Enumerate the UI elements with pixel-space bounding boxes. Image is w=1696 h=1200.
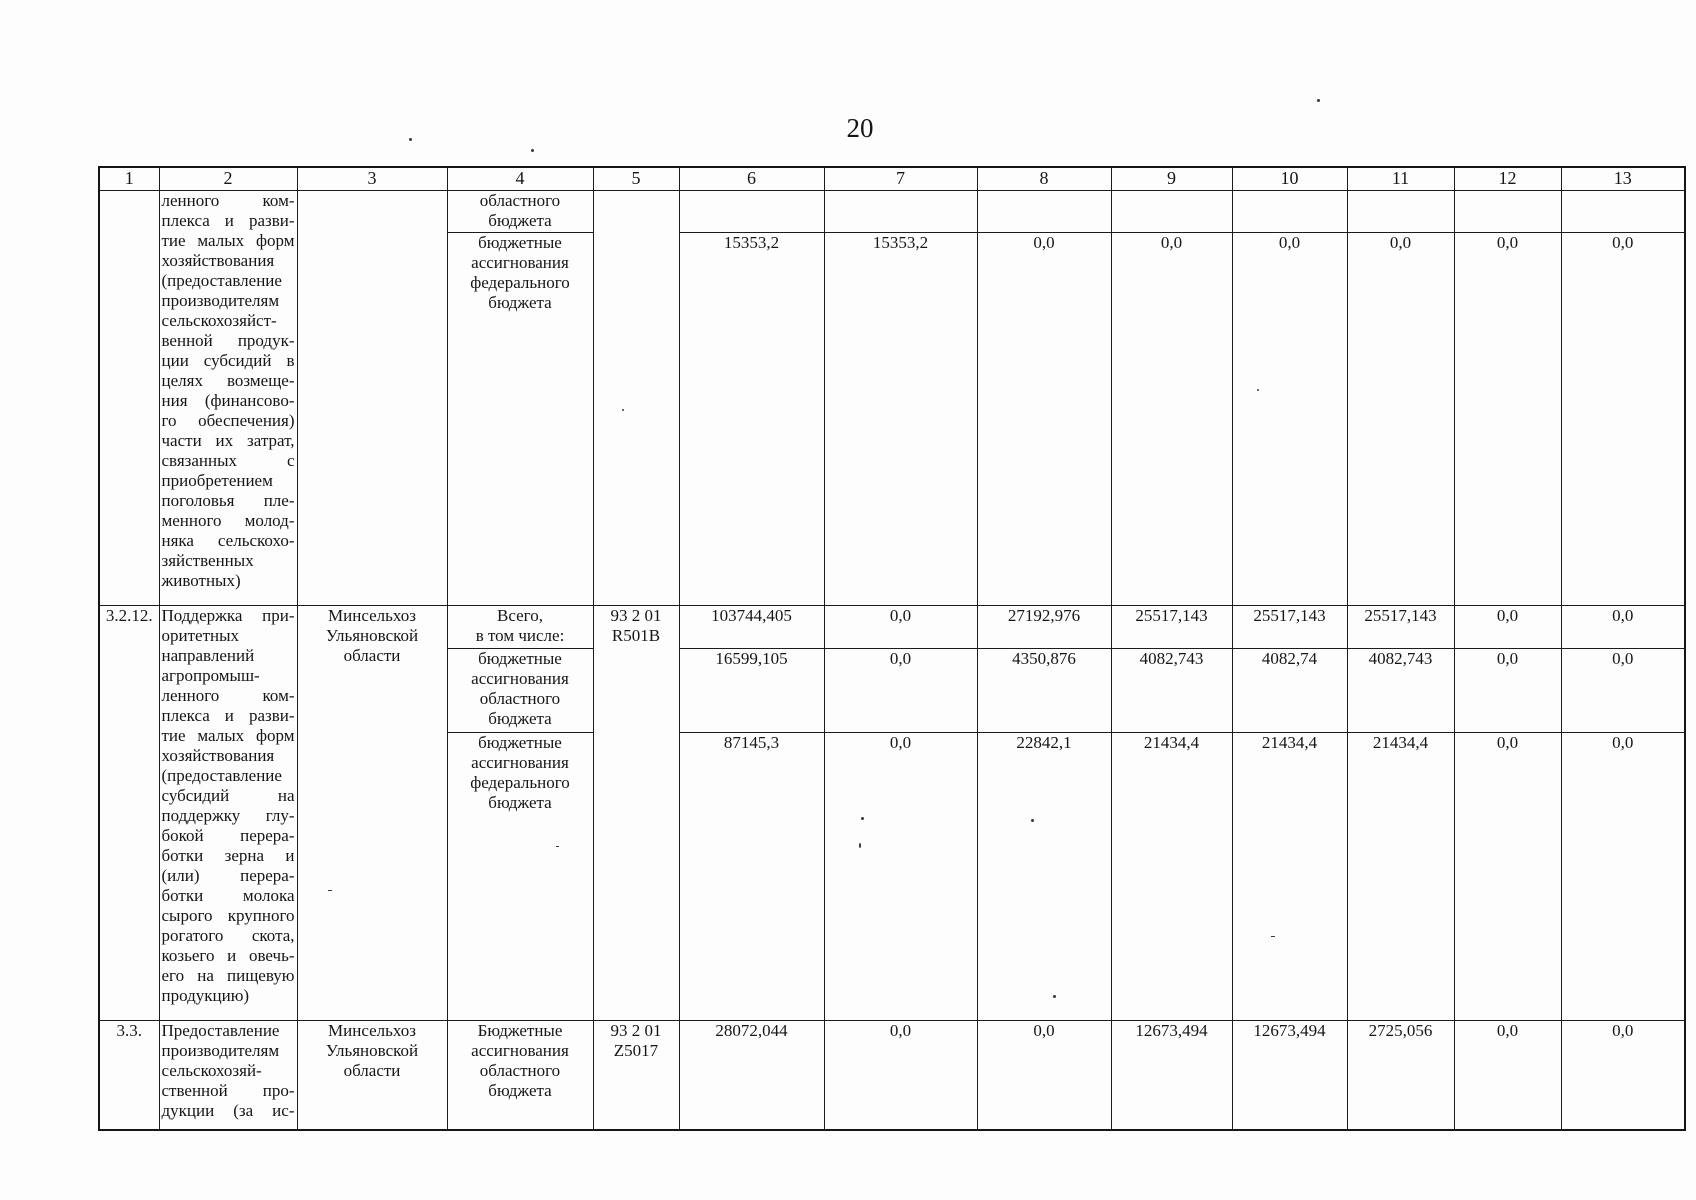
table-row [99, 190, 1685, 232]
text-line: зяйственных [161, 550, 254, 570]
value-col-10: 4082,74 [1232, 648, 1347, 732]
row-budget-code [593, 190, 679, 605]
row-number: 3.2.12. [99, 605, 159, 1020]
text-line: области [343, 645, 401, 665]
value-col-9 [1111, 190, 1232, 232]
text-line: хозяйствования [161, 745, 275, 765]
value-col-12: 0,0 [1454, 732, 1561, 1020]
text-line: плекса и разви- [161, 210, 295, 230]
value-col-12 [1454, 190, 1561, 232]
text-line: его на пищевую [161, 965, 295, 985]
value-col-10: 0,0 [1232, 232, 1347, 605]
text-line: сельскохозяй- [161, 1060, 262, 1080]
text-line: приобретением [161, 470, 273, 490]
column-header-1: 1 [99, 167, 159, 190]
value-col-13: 0,0 [1561, 648, 1685, 732]
row-executor [297, 190, 447, 605]
column-header-6: 6 [679, 167, 824, 190]
value-col-8: 0,0 [977, 232, 1111, 605]
text-line: Бюджетные [477, 1020, 563, 1040]
text-line: 93 2 01 [610, 605, 662, 625]
text-line: Всего, [497, 605, 543, 625]
text-line: венной продук- [161, 330, 295, 350]
text-line: Z5017 [613, 1040, 659, 1060]
value-col-9: 21434,4 [1111, 732, 1232, 1020]
text-line: ния (финансово- [161, 390, 295, 410]
text-line: рогатого скота, [161, 925, 295, 945]
text-line: R501B [611, 625, 661, 645]
table-row [99, 605, 1685, 648]
text-line: (предоставление [161, 270, 282, 290]
text-line: федерального [470, 272, 570, 292]
text-line: (предоставление [161, 765, 282, 785]
value-col-11: 2725,056 [1347, 1020, 1454, 1130]
value-col-7: 0,0 [824, 1020, 977, 1130]
column-header-9: 9 [1111, 167, 1232, 190]
column-header-7: 7 [824, 167, 977, 190]
text-line: связанных с [161, 450, 295, 470]
text-line: Предоставление [161, 1020, 280, 1040]
text-line: бюджетные [478, 648, 562, 668]
value-col-6: 87145,3 [679, 732, 824, 1020]
text-line: сырого крупного [161, 905, 295, 925]
value-col-8 [977, 190, 1111, 232]
text-line: поголовья пле- [161, 490, 295, 510]
text-line: ботки зерна и [161, 845, 295, 865]
text-line: хозяйствования [161, 250, 275, 270]
text-line: области [343, 1060, 401, 1080]
row-description [159, 1020, 297, 1130]
column-header-4: 4 [447, 167, 593, 190]
scan-speck [409, 138, 412, 141]
value-col-11: 0,0 [1347, 232, 1454, 605]
row-number: 3.3. [99, 1020, 159, 1130]
value-col-6: 28072,044 [679, 1020, 824, 1130]
value-col-12: 0,0 [1454, 605, 1561, 648]
value-col-9: 25517,143 [1111, 605, 1232, 648]
value-col-8: 27192,976 [977, 605, 1111, 648]
column-header-11: 11 [1347, 167, 1454, 190]
value-col-8: 0,0 [977, 1020, 1111, 1130]
text-line: Минсельхоз [328, 1020, 416, 1040]
column-header-2: 2 [159, 167, 297, 190]
value-col-10 [1232, 190, 1347, 232]
value-col-11: 21434,4 [1347, 732, 1454, 1020]
value-col-6: 16599,105 [679, 648, 824, 732]
text-line: ленного ком- [161, 190, 295, 210]
page-number: 20 [846, 113, 874, 143]
value-col-10: 25517,143 [1232, 605, 1347, 648]
row-executor [297, 1020, 447, 1130]
value-col-12: 0,0 [1454, 232, 1561, 605]
column-header-5: 5 [593, 167, 679, 190]
text-line: Ульяновской [325, 1040, 419, 1060]
scan-speck [1317, 99, 1320, 102]
text-line: производителям [161, 1040, 280, 1060]
text-line: бокой перера- [161, 825, 295, 845]
text-line: федерального [470, 772, 570, 792]
funding-source [447, 732, 593, 1020]
value-col-8: 4350,876 [977, 648, 1111, 732]
funding-source [447, 1020, 593, 1130]
value-col-11 [1347, 190, 1454, 232]
value-col-9: 12673,494 [1111, 1020, 1232, 1130]
text-line: ленного ком- [161, 685, 295, 705]
value-col-12: 0,0 [1454, 648, 1561, 732]
header-row [99, 167, 1685, 190]
text-line: 93 2 01 [610, 1020, 662, 1040]
text-line: бюджетные [478, 732, 562, 752]
value-col-13: 0,0 [1561, 232, 1685, 605]
funding-source [447, 190, 593, 232]
text-line: ственной про- [161, 1080, 295, 1100]
text-line: ции субсидий в [161, 350, 295, 370]
column-header-12: 12 [1454, 167, 1561, 190]
text-line: козьего и овечь- [161, 945, 295, 965]
value-col-9: 0,0 [1111, 232, 1232, 605]
text-line: областного [479, 688, 561, 708]
text-line: поддержку глу- [161, 805, 295, 825]
text-line: животных) [161, 570, 241, 590]
value-col-7: 0,0 [824, 648, 977, 732]
text-line: бюджетные [478, 232, 562, 252]
value-col-7: 0,0 [824, 732, 977, 1020]
funding-source [447, 605, 593, 648]
value-col-7 [824, 190, 977, 232]
row-number [99, 190, 159, 605]
value-col-13: 0,0 [1561, 605, 1685, 648]
text-line: тие малых форм [161, 230, 295, 250]
text-line: (или) перера- [161, 865, 295, 885]
text-line: бюджета [488, 708, 552, 728]
value-col-13 [1561, 190, 1685, 232]
text-line: няка сельскохо- [161, 530, 295, 550]
text-line: в том числе: [475, 625, 565, 645]
text-line: дукции (за ис- [161, 1100, 295, 1120]
row-executor [297, 605, 447, 1020]
column-header-3: 3 [297, 167, 447, 190]
text-line: агропромыш- [161, 665, 260, 685]
text-line: областного [479, 1060, 561, 1080]
value-col-8: 22842,1 [977, 732, 1111, 1020]
text-line: бюджета [488, 210, 552, 230]
value-col-6: 15353,2 [679, 232, 824, 605]
value-col-6: 103744,405 [679, 605, 824, 648]
value-col-10: 21434,4 [1232, 732, 1347, 1020]
column-header-13: 13 [1561, 167, 1685, 190]
text-line: ассигнования [471, 752, 569, 772]
text-line: Ульяновской [325, 625, 419, 645]
column-header-8: 8 [977, 167, 1111, 190]
text-line: плекса и разви- [161, 705, 295, 725]
text-line: субсидий на [161, 785, 295, 805]
text-line: сельскохозяйст- [161, 310, 277, 330]
row-description [159, 190, 297, 605]
value-col-9: 4082,743 [1111, 648, 1232, 732]
row-description [159, 605, 297, 1020]
text-line: Минсельхоз [328, 605, 416, 625]
table-row [99, 1020, 1685, 1130]
value-col-13: 0,0 [1561, 1020, 1685, 1130]
text-line: производителям [161, 290, 280, 310]
text-line: части их затрат, [161, 430, 295, 450]
text-line: бюджета [488, 1080, 552, 1100]
text-line: ботки молока [161, 885, 295, 905]
value-col-13: 0,0 [1561, 732, 1685, 1020]
value-col-11: 4082,743 [1347, 648, 1454, 732]
text-line: бюджета [488, 792, 552, 812]
value-col-11: 25517,143 [1347, 605, 1454, 648]
value-col-10: 12673,494 [1232, 1020, 1347, 1130]
funding-source [447, 232, 593, 605]
value-col-7: 15353,2 [824, 232, 977, 605]
text-line: продукцию) [161, 985, 250, 1005]
text-line: менного молод- [161, 510, 295, 530]
row-budget-code [593, 1020, 679, 1130]
row-budget-code [593, 605, 679, 1020]
text-line: Поддержка при- [161, 605, 295, 625]
value-col-7: 0,0 [824, 605, 977, 648]
funding-source [447, 648, 593, 732]
scan-speck [531, 149, 534, 152]
text-line: оритетных [161, 625, 240, 645]
text-line: ассигнования [471, 252, 569, 272]
budget-table [98, 166, 1686, 1131]
text-line: бюджета [488, 292, 552, 312]
text-line: тие малых форм [161, 725, 295, 745]
value-col-12: 0,0 [1454, 1020, 1561, 1130]
text-line: го обеспечения) [161, 410, 295, 430]
text-line: ассигнования [471, 1040, 569, 1060]
text-line: ассигнования [471, 668, 569, 688]
value-col-6 [679, 190, 824, 232]
text-line: областного [479, 190, 561, 210]
text-line: направлений [161, 645, 255, 665]
column-header-10: 10 [1232, 167, 1347, 190]
text-line: целях возмеще- [161, 370, 295, 390]
